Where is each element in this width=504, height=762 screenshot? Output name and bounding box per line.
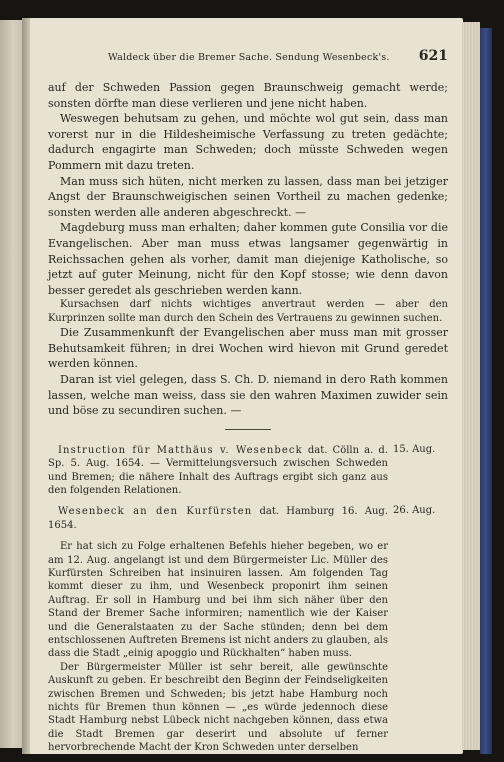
paragraph: Daran ist viel gelegen, dass S. Ch. D. niemand in dero Rath kommen lassen, welche man weiss, dass sie den wahren Maximen zuwider sein und böse zu secundiren suchen. —: [48, 372, 448, 418]
entry-date: 15. Aug.: [393, 443, 436, 455]
running-head: Waldeck über die Bremer Sache. Sendung Wesenbeck's.: [108, 52, 390, 63]
main-text: [48, 80, 448, 419]
book-cover: [480, 28, 492, 754]
paragraph: Magdeburg muss man erhalten; daher kommen gute Consilia vor die Evangelischen. Aber man muss etwas langsamer gegenwärtig in Reichssachen gehen als vorher, damit man diejenige Katholische, so jetzt auf guter Meinung, nicht für den Kopf stosse; wie denn davon besser geredet als geschrieben werden kann.: [48, 221, 448, 297]
page-number: 621: [418, 48, 448, 64]
entry-summary: dat. Cölln a. d. Sp. 5. Aug. 1654. — Vermittelungsversuch zwischen Schweden und Bremen; die nähere Inhalt des Auftrags ergibt sich ganz aus den folgenden Relationen.: [48, 444, 388, 496]
entry-summary: dat. Hamburg 16. Aug. 1654.: [48, 506, 389, 531]
paragraph: Weswegen behutsam zu gehen, und möchte wol gut sein, dass man vorerst nur in die Hildesheimische Verfassung zu treten gedächte; dadurch engagirte man Schweden; doch müsste Schweden wegen Pommern mit dazu treten.: [48, 112, 448, 172]
paragraph: Der Bürgermeister Müller ist sehr bereit, alle gewünschte Auskunft zu geben. Er beschreibt den Beginn der Feindseligkeiten zwischen Bremen und Schweden; bis jetzt habe Hamburg noch nichts für Bremen thun können — „es würde jedennoch diese Stadt Hamburg nebst Lübeck nicht nachgeben können, dass etwa die Stadt Bremen gar deserirt und absolute uf ferner hervorbrechende Macht der Kron Schweden unter derselben: [48, 661, 388, 754]
entry-text: [48, 505, 388, 532]
entry-title: Wesenbeck an den Kurfürsten: [58, 506, 253, 518]
paragraph: Die Zusammenkunft der Evangelischen aber muss man mit grosser Behutsamkeit führen; in drei Wochen wird hievon mit Grund geredet werden können.: [48, 326, 448, 371]
small-paragraph: Kursachsen darf nichts wichtiges anvertraut werden — aber den Kurprinzen sollte man durch den Schein des Vertrauens zu gewinnen suchen.: [48, 299, 448, 324]
document-entry: [48, 505, 448, 532]
document-entry: [48, 444, 448, 498]
page-content: [48, 48, 448, 755]
section-divider: [225, 429, 271, 430]
entry-text: [48, 444, 388, 498]
paragraph: Er hat sich zu Folge erhaltenen Befehls hieher begeben, wo er am 12. Aug. angelangt ist und dem Bürgermeister Lic. Müller des Kurfürsten Schreiben hat insinuiren lassen. Am folgenden Tag kommt dieser zu ihm, und Wesenbeck proponirt ihm seinen Auftrag. Er soll in Hamburg und bei ihm sich näher über den Stand der Bremer Sache informiren; namentlich wie der Kaiser und die Generalstaaten zu der Sache stünden; denn bei dem entschlossenen Auftreten Bremens ist nicht anders zu glauben, als dass die Stadt „einig apoggio und Rückhalten“ haben muss.: [48, 541, 388, 660]
left-page-edge: [0, 20, 22, 748]
entry-date: 26. Aug.: [393, 505, 436, 517]
entry-title: Instruction für Matthäus v. Wesenbeck: [58, 444, 303, 456]
entry-body: [48, 540, 448, 755]
page-stack-edges: [462, 22, 480, 750]
paragraph: Man muss sich hüten, nicht merken zu lassen, dass man bei jetziger Angst der Braunschweigischen seinen Vortheil zu machen gedenke; sonsten werden alle anderen abgeschreckt. —: [48, 174, 448, 219]
page-header: [48, 48, 448, 72]
paragraph: auf der Schweden Passion gegen Braunschweig gemacht werde; sonsten dörfte man diese verlieren und jene nicht haben.: [48, 81, 448, 110]
